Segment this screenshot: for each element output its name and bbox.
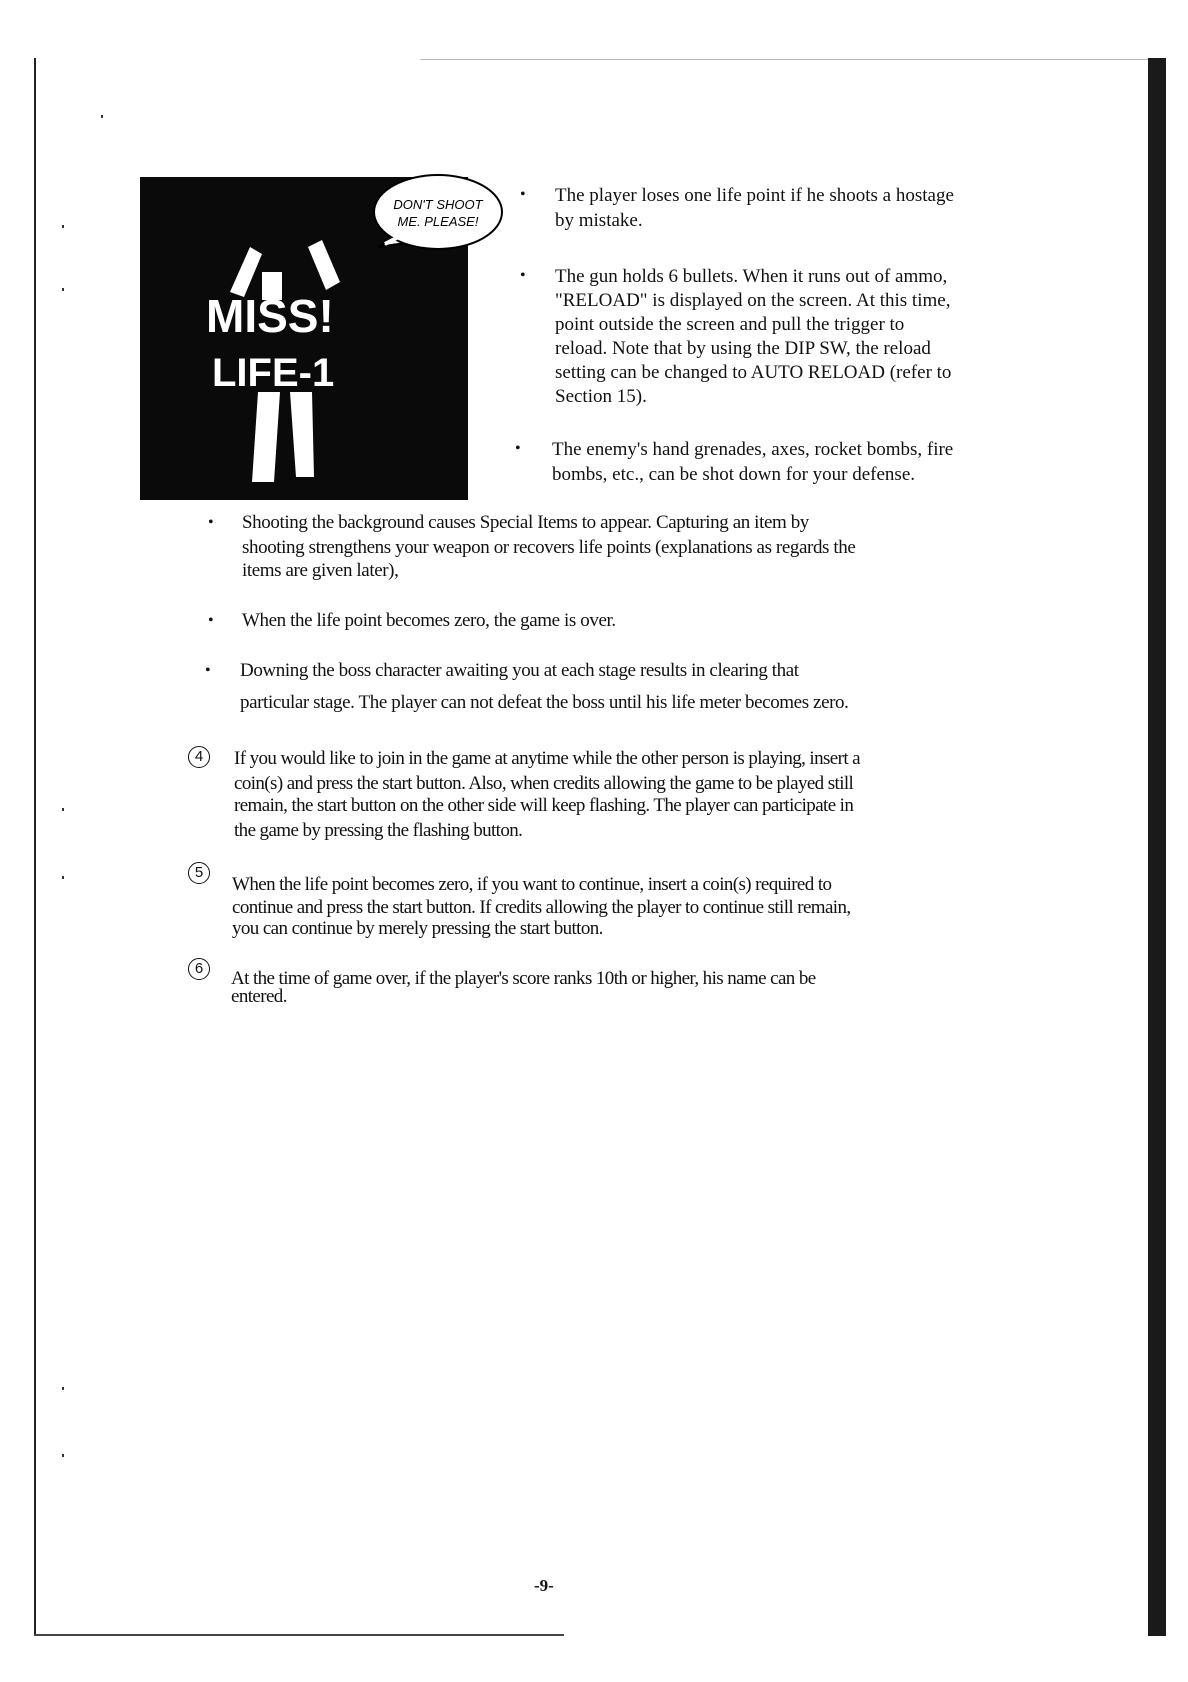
text-line: The gun holds 6 bullets. When it runs out of ammo,: [555, 266, 948, 287]
text-line: by mistake.: [555, 210, 643, 231]
text-line: remain, the start button on the other side will keep flashing. The player can participate in: [234, 795, 854, 816]
text-line: continue and press the start button. If credits allowing the player to continue still remain,: [232, 897, 851, 918]
text-line: you can continue by merely pressing the start button.: [232, 918, 603, 939]
miss-text: MISS!: [206, 290, 334, 342]
circled-number-icon: 5: [188, 862, 210, 884]
page-number: -9-: [534, 1576, 554, 1595]
text-line: reload. Note that by using the DIP SW, the reload: [555, 338, 931, 359]
text-line: When the life point becomes zero, if you want to continue, insert a coin(s) required to: [232, 874, 832, 895]
scan-speck: [62, 1387, 64, 1390]
text-line: Downing the boss character awaiting you at each stage results in clearing that: [240, 660, 799, 681]
text-line: coin(s) and press the start button. Also, when credits allowing the game to be played still: [234, 773, 854, 794]
speech-bubble: [374, 175, 502, 249]
bullet-icon: •: [520, 267, 526, 284]
scan-speck: [62, 288, 64, 291]
scan-speck: [62, 876, 64, 879]
text-line: The player loses one life point if he shoots a hostage: [555, 185, 954, 206]
bullet-icon: •: [208, 612, 214, 629]
text-line: shooting strengthens your weapon or recovers life points (explanations as regards the: [242, 537, 856, 558]
page-border-left: [34, 58, 36, 1636]
text-line: If you would like to join in the game at anytime while the other person is playing, insert a: [234, 748, 861, 769]
text-line: particular stage. The player can not defeat the boss until his life meter becomes zero.: [240, 692, 849, 713]
text-line: When the life point becomes zero, the game is over.: [242, 610, 616, 631]
scan-speck: [62, 808, 64, 811]
bullet-icon: •: [205, 662, 211, 679]
text-line: the game by pressing the flashing button.: [234, 820, 523, 841]
scan-speck: [101, 115, 103, 118]
text-line: At the time of game over, if the player's score ranks 10th or higher, his name can be: [231, 968, 816, 989]
page-border-top: [420, 59, 1160, 60]
text-line: The enemy's hand grenades, axes, rocket bombs, fire: [552, 439, 954, 460]
text-line: entered.: [231, 986, 287, 1007]
bullet-icon: •: [520, 186, 526, 203]
text-line: point outside the screen and pull the trigger to: [555, 314, 905, 335]
scan-speck: [62, 225, 64, 228]
text-line: Section 15).: [555, 386, 647, 407]
text-line: items are given later),: [242, 560, 399, 581]
speech-line-1: DON'T SHOOT: [393, 197, 483, 212]
bullet-icon: •: [515, 440, 521, 457]
circled-number-icon: 4: [188, 746, 210, 768]
bullet-icon: •: [208, 514, 214, 531]
game-screen-figure: [140, 172, 505, 500]
circled-number-icon: 6: [188, 958, 210, 980]
text-line: bombs, etc., can be shot down for your defense.: [552, 464, 916, 485]
scan-edge-bar: [1148, 58, 1166, 1636]
text-line: setting can be changed to AUTO RELOAD (refer to: [555, 362, 952, 383]
text-line: Shooting the background causes Special Items to appear. Capturing an item by: [242, 512, 809, 533]
life-text: LIFE-1: [212, 351, 335, 395]
page-border-bottom: [34, 1634, 564, 1636]
scan-speck: [62, 1454, 64, 1457]
text-line: "RELOAD" is displayed on the screen. At this time,: [555, 290, 951, 311]
speech-line-2: ME. PLEASE!: [397, 214, 479, 229]
